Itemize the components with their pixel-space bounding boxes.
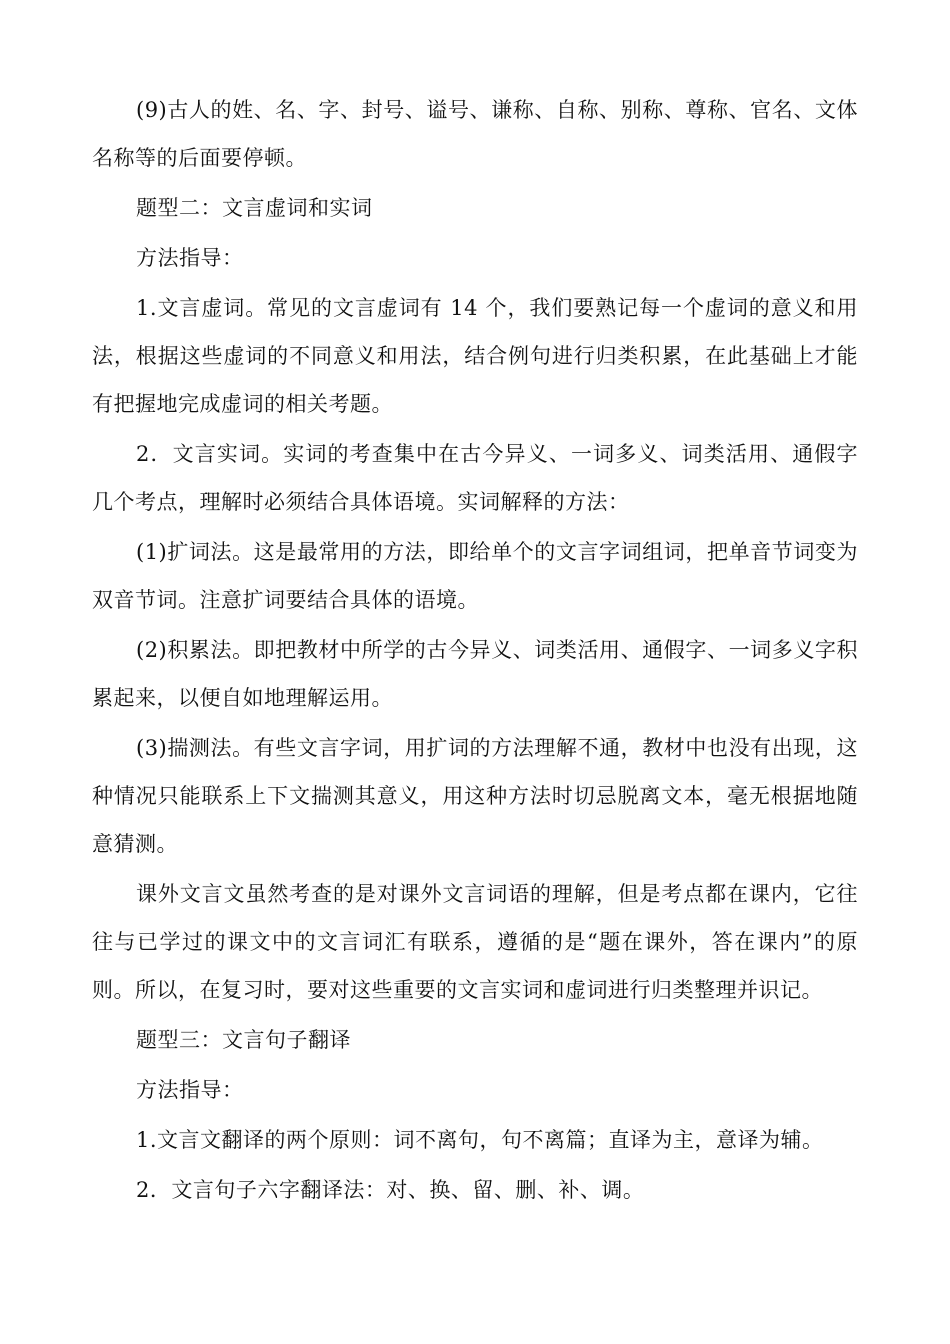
paragraph-expand-method: (1)扩词法。这是最常用的方法，即给单个的文言字词组词，把单音节词变为双音节词。注意扩词要结合具体的语境。 (92, 540, 858, 612)
paragraph-content-words: 2．文言实词。实词的考查集中在古今异义、一词多义、词类活用、通假字几个考点，理解时必须结合具体语境。实词解释的方法： (92, 442, 858, 514)
method-guide-label-2: 方法指导： (136, 1078, 244, 1102)
method-guide-label: 方法指导： (136, 246, 244, 270)
heading-question-type-2: 题型二：文言虚词和实词 (136, 196, 373, 220)
paragraph-translation-principles: 1.文言文翻译的两个原则：词不离句，句不离篇；直译为主，意译为辅。 (136, 1128, 824, 1152)
paragraph-extracurricular-note: 课外文言文虽然考查的是对课外文言词语的理解，但是考点都在课内，它往往与已学过的课文中的文言词汇有联系，遵循的是“题在课外，答在课内”的原则。所以，在复习时，要对这些重要的文言实词和虚词进行归类整理并识记。 (92, 882, 858, 1002)
heading-question-type-3: 题型三：文言句子翻译 (136, 1028, 351, 1052)
paragraph-accumulate-method: (2)积累法。即把教材中所学的古今异义、词类活用、通假字、一词多义字积累起来，以便自如地理解运用。 (92, 638, 858, 710)
paragraph-function-words: 1.文言虚词。常见的文言虚词有 14 个，我们要熟记每一个虚词的意义和用法，根据这些虚词的不同意义和用法，结合例句进行归类积累，在此基础上才能有把握地完成虚词的相关考题。 (92, 296, 858, 416)
paragraph-pause-rule-9: (9)古人的姓、名、字、封号、谥号、谦称、自称、别称、尊称、官名、文体名称等的后面要停顿。 (92, 98, 858, 170)
paragraph-infer-method: (3)揣测法。有些文言字词，用扩词的方法理解不通，教材中也没有出现，这种情况只能联系上下文揣测其意义，用这种方法时切忌脱离文本，毫无根据地随意猜测。 (92, 736, 858, 856)
paragraph-six-character-method: 2．文言句子六字翻译法：对、换、留、删、补、调。 (136, 1178, 645, 1202)
document-page (92, 86, 858, 1216)
